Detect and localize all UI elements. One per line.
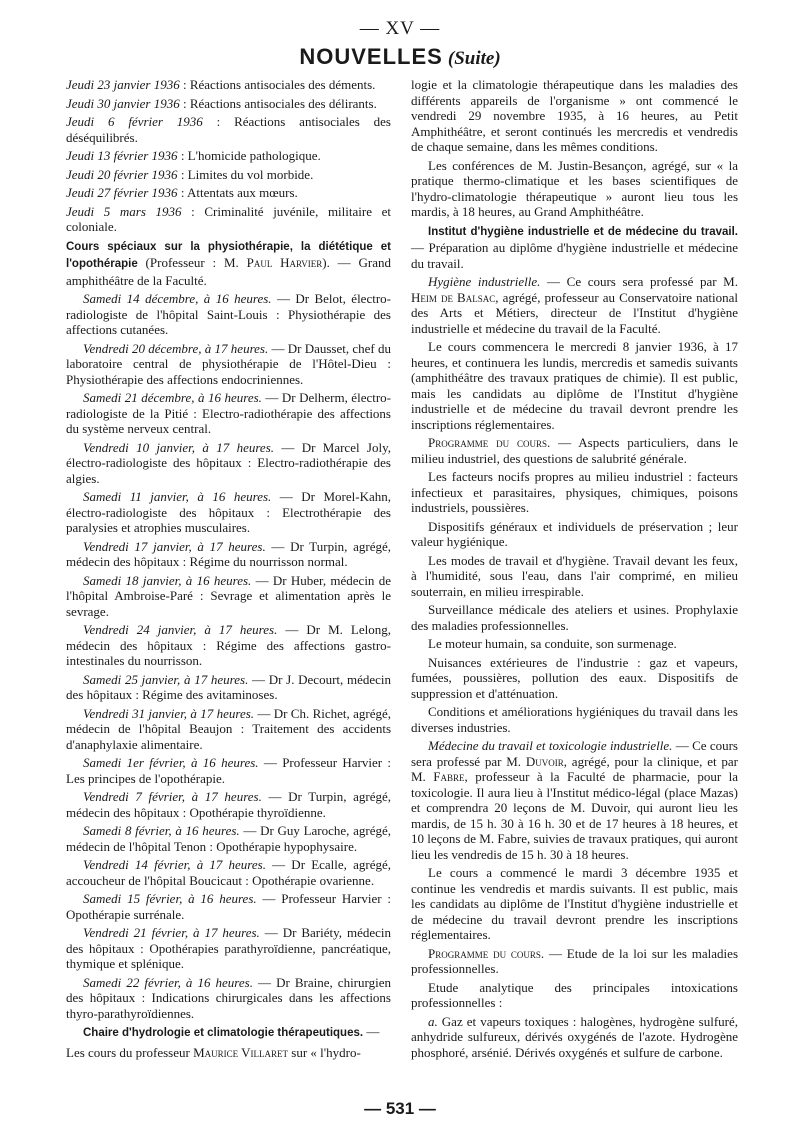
paragraph: Dispositifs généraux et individuels de préservation ; leur valeur hygiénique. bbox=[411, 518, 738, 549]
section-heading-physiotherapy: Cours spéciaux sur la physiothérapie, la diététique et l'opothérapie (Professeur : M. Paul Harvier). — Grand amphithéâtre de la Faculté. bbox=[66, 240, 391, 288]
paragraph: Les conférences de M. Justin-Besançon, agrégé, sur « la pratique thermo-climatique et les bases scientifiques de l'hydro-climatologie thérapeutique » auront lieu tous les mardis, à 18 heures, au Grand Amphithéâtre. bbox=[411, 157, 738, 219]
list-item: Vendredi 10 janvier, à 17 heures. — Dr Marcel Joly, électro-radiologiste des hôpitaux : Electro-radiothérapie des algies. bbox=[66, 439, 391, 486]
page-number: — 531 — bbox=[364, 1099, 436, 1118]
list-item: Jeudi 20 février 1936 : Limites du vol morbide. bbox=[66, 166, 314, 182]
list-item: Vendredi 21 février, à 17 heures. — Dr Bariéty, médecin des hôpitaux : Opothérapies parathyroïdienne, pancréatique, thymique et splénique. bbox=[66, 925, 391, 971]
paragraph: Etude analytique des principales intoxications professionnelles : bbox=[411, 979, 738, 1010]
paragraph: a. Gaz et vapeurs toxiques : halogènes, hydrogène sulfuré, anhydride sulfureux, dérivés oxygénés de l'azote. Hydrogène phosphoré, arsénié. Dérivés oxygénés et sulfure de carbone. bbox=[411, 1013, 738, 1060]
paragraph: Programme du cours. — Etude de la loi sur les maladies professionnelles. bbox=[411, 945, 739, 976]
list-item: Vendredi 24 janvier, à 17 heures. — Dr M. Lelong, médecin des hôpitaux : Régime des affections gastro-intestinales du nourrisson. bbox=[66, 622, 391, 668]
list-item: Samedi 11 janvier, à 16 heures. — Dr Morel-Kahn, électro-radiologiste des hôpitaux : Electrothérapie des paralysies et atrophies musculaires. bbox=[66, 489, 391, 535]
list-item: Samedi 18 janvier, à 16 heures. — Dr Huber, médecin de l'hôpital Ambroise-Paré : Sevrage et alimentation après le sevrage. bbox=[66, 572, 391, 619]
paragraph: Le cours a commencé le mardi 3 décembre 1935 et continue les vendredis et mardis suivants. Il est public, mais les candidats au diplôme de l'Institut d'hygiène industrielle et de médecine du travail devront prendre les inscriptions réglementaires. bbox=[411, 865, 738, 942]
list-item: Jeudi 30 janvier 1936 : Réactions antisociales des délirants. bbox=[66, 95, 377, 111]
list-item: Samedi 21 décembre, à 16 heures. — Dr Delherm, électro-radiologiste de la Pitié : Electro-radiothérapie des affections du système nerveux central. bbox=[66, 390, 391, 436]
list-item: Jeudi 23 janvier 1936 : Réactions antisociales des déments. bbox=[66, 77, 376, 92]
paragraph: Les modes de travail et d'hygiène. Travail devant les feux, à l'humidité, sous l'eau, dans l'air comprimé, en milieu souterrain, en milieu irrespirable. bbox=[411, 552, 738, 599]
left-column bbox=[66, 77, 391, 1063]
list-item: Samedi 1er février, à 16 heures. — Professeur Harvier : Les principes de l'opothérapie. bbox=[66, 755, 391, 786]
roman-page-number: — XV — bbox=[359, 18, 441, 39]
paragraph: Les cours du professeur Maurice Villaret sur « l'hydro- bbox=[66, 1044, 361, 1060]
section-heading-institute: Institut d'hygiène industrielle et de médecine du travail. — Préparation au diplôme d'hygiène industrielle et médecine du travail. bbox=[411, 225, 738, 271]
list-item: Jeudi 27 février 1936 : Attentats aux mœurs. bbox=[66, 185, 298, 200]
right-column bbox=[411, 77, 738, 1063]
paragraph: Le moteur humain, sa conduite, son surmenage. bbox=[428, 636, 677, 651]
paragraph: Nuisances extérieures de l'industrie : gaz et vapeurs, fumées, poussières, pollution des eaux. Dispositifs de suppression et d'atténuation. bbox=[411, 654, 738, 701]
paragraph: logie et la climatologie thérapeutique dans les maladies des différents appareils de l'organisme » ont commencé le vendredi 29 novembre 1935, à 16 heures, au Petit Amphithéâtre, et seront continués les mercredis et vendredis de chaque semaine, dans les mêmes conditions. bbox=[411, 77, 738, 154]
list-item: Jeudi 13 février 1936 : L'homicide pathologique. bbox=[66, 148, 321, 163]
paragraph: Médecine du travail et toxicologie industrielle. — Ce cours sera professé par M. Duvoir, agrégé, pour la clinique, et par M. Fabre, professeur à la Faculté de pharmacie, pour la toxicologie. Il aura lieu à l'Institut médico-légal (place Mazas) et comprendra 20 leçons de M. Duvoir, qui auront lieu les mardis, de 15 h. 30 à 16 h. 30 et de 17 heures à 18 heures, et 10 leçons de M. Fabre, suivies de travaux pratiques, qui auront lieu les vendredis de 15 h. 30 à 18 heures. bbox=[411, 738, 738, 862]
list-item: Samedi 25 janvier, à 17 heures. — Dr J. Decourt, médecin des hôpitaux : Régime des avitaminoses. bbox=[66, 671, 391, 702]
list-item: Vendredi 17 janvier, à 17 heures. — Dr Turpin, agrégé, médecin des hôpitaux : Régime du nourrisson normal. bbox=[66, 538, 392, 569]
title-main: NOUVELLES bbox=[299, 44, 443, 69]
list-item: Samedi 14 décembre, à 16 heures. — Dr Belot, électro-radiologiste de l'hôpital Saint-Louis : Physiothérapie des affections cutanées. bbox=[66, 291, 391, 337]
paragraph: Programme du cours. — Aspects particuliers, dans le milieu industriel, des questions de salubrité générale. bbox=[411, 435, 738, 466]
list-item: Samedi 8 février, à 16 heures. — Dr Guy Laroche, agrégé, médecin de l'hôpital Tenon : Opothérapie hypophysaire. bbox=[66, 823, 391, 854]
list-item: Jeudi 5 mars 1936 : Criminalité juvénile, militaire et coloniale. bbox=[66, 203, 391, 234]
list-item: Vendredi 31 janvier, à 17 heures. — Dr Ch. Richet, agrégé, médecin de l'hôpital Beaujon : Traitement des accidents d'anaphylaxie alimentaire. bbox=[66, 705, 391, 752]
title-subtitle: (Suite) bbox=[447, 48, 501, 69]
paragraph: Le cours commencera le mercredi 8 janvier 1936, à 17 heures, et continuera les lundis, mercredis et samedis suivants (amphithéâtre des travaux pratiques de chimie). Il est public, mais les candidats au diplôme de l'Institut d'hygiène industrielle et de médecine du travail devront prendre les inscriptions réglementaires. bbox=[411, 339, 738, 432]
paragraph: Conditions et améliorations hygiéniques du travail dans les diverses industries. bbox=[411, 704, 738, 735]
list-item: Vendredi 7 février, à 17 heures. — Dr Turpin, agrégé, médecin des hôpitaux : Opothérapie thyroïdienne. bbox=[66, 789, 391, 820]
list-item: Samedi 15 février, à 16 heures. — Professeur Harvier : Opothérapie surrénale. bbox=[66, 891, 391, 922]
list-item: Samedi 22 février, à 16 heures. — Dr Braine, chirurgien des hôpitaux : Indications chirurgicales dans les affections thyro-parathyroïdiennes. bbox=[66, 974, 391, 1021]
list-item: Vendredi 20 décembre, à 17 heures. — Dr Dausset, chef du laboratoire central de physiothérapie de l'Hôtel-Dieu : Physiothérapie des affections endocriniennes. bbox=[66, 340, 392, 387]
list-item: Vendredi 14 février, à 17 heures. — Dr Ecalle, agrégé, accoucheur de l'hôpital Boucicaut : Opothérapie ovarienne. bbox=[66, 857, 391, 888]
section-heading-hydrology: Chaire d'hydrologie et climatologie thérapeutiques. — bbox=[83, 1024, 380, 1039]
list-item: Jeudi 6 février 1936 : Réactions antisociales des déséquilibrés. bbox=[66, 114, 391, 145]
page-title bbox=[0, 44, 800, 70]
paragraph: Hygiène industrielle. — Ce cours sera professé par M. Heim de Balsac, agrégé, professeur au Conservatoire national des Arts et Métiers, directeur de l'Institut d'hygiène industrielle et médecine du travail de la Faculté. bbox=[411, 274, 738, 336]
paragraph: Surveillance médicale des ateliers et usines. Prophylaxie des maladies professionnelles. bbox=[411, 602, 738, 633]
paragraph: Les facteurs nocifs propres au milieu industriel : facteurs infectieux et parasitaires, physiques, chimiques, poisons industriels, poussières. bbox=[411, 469, 738, 515]
